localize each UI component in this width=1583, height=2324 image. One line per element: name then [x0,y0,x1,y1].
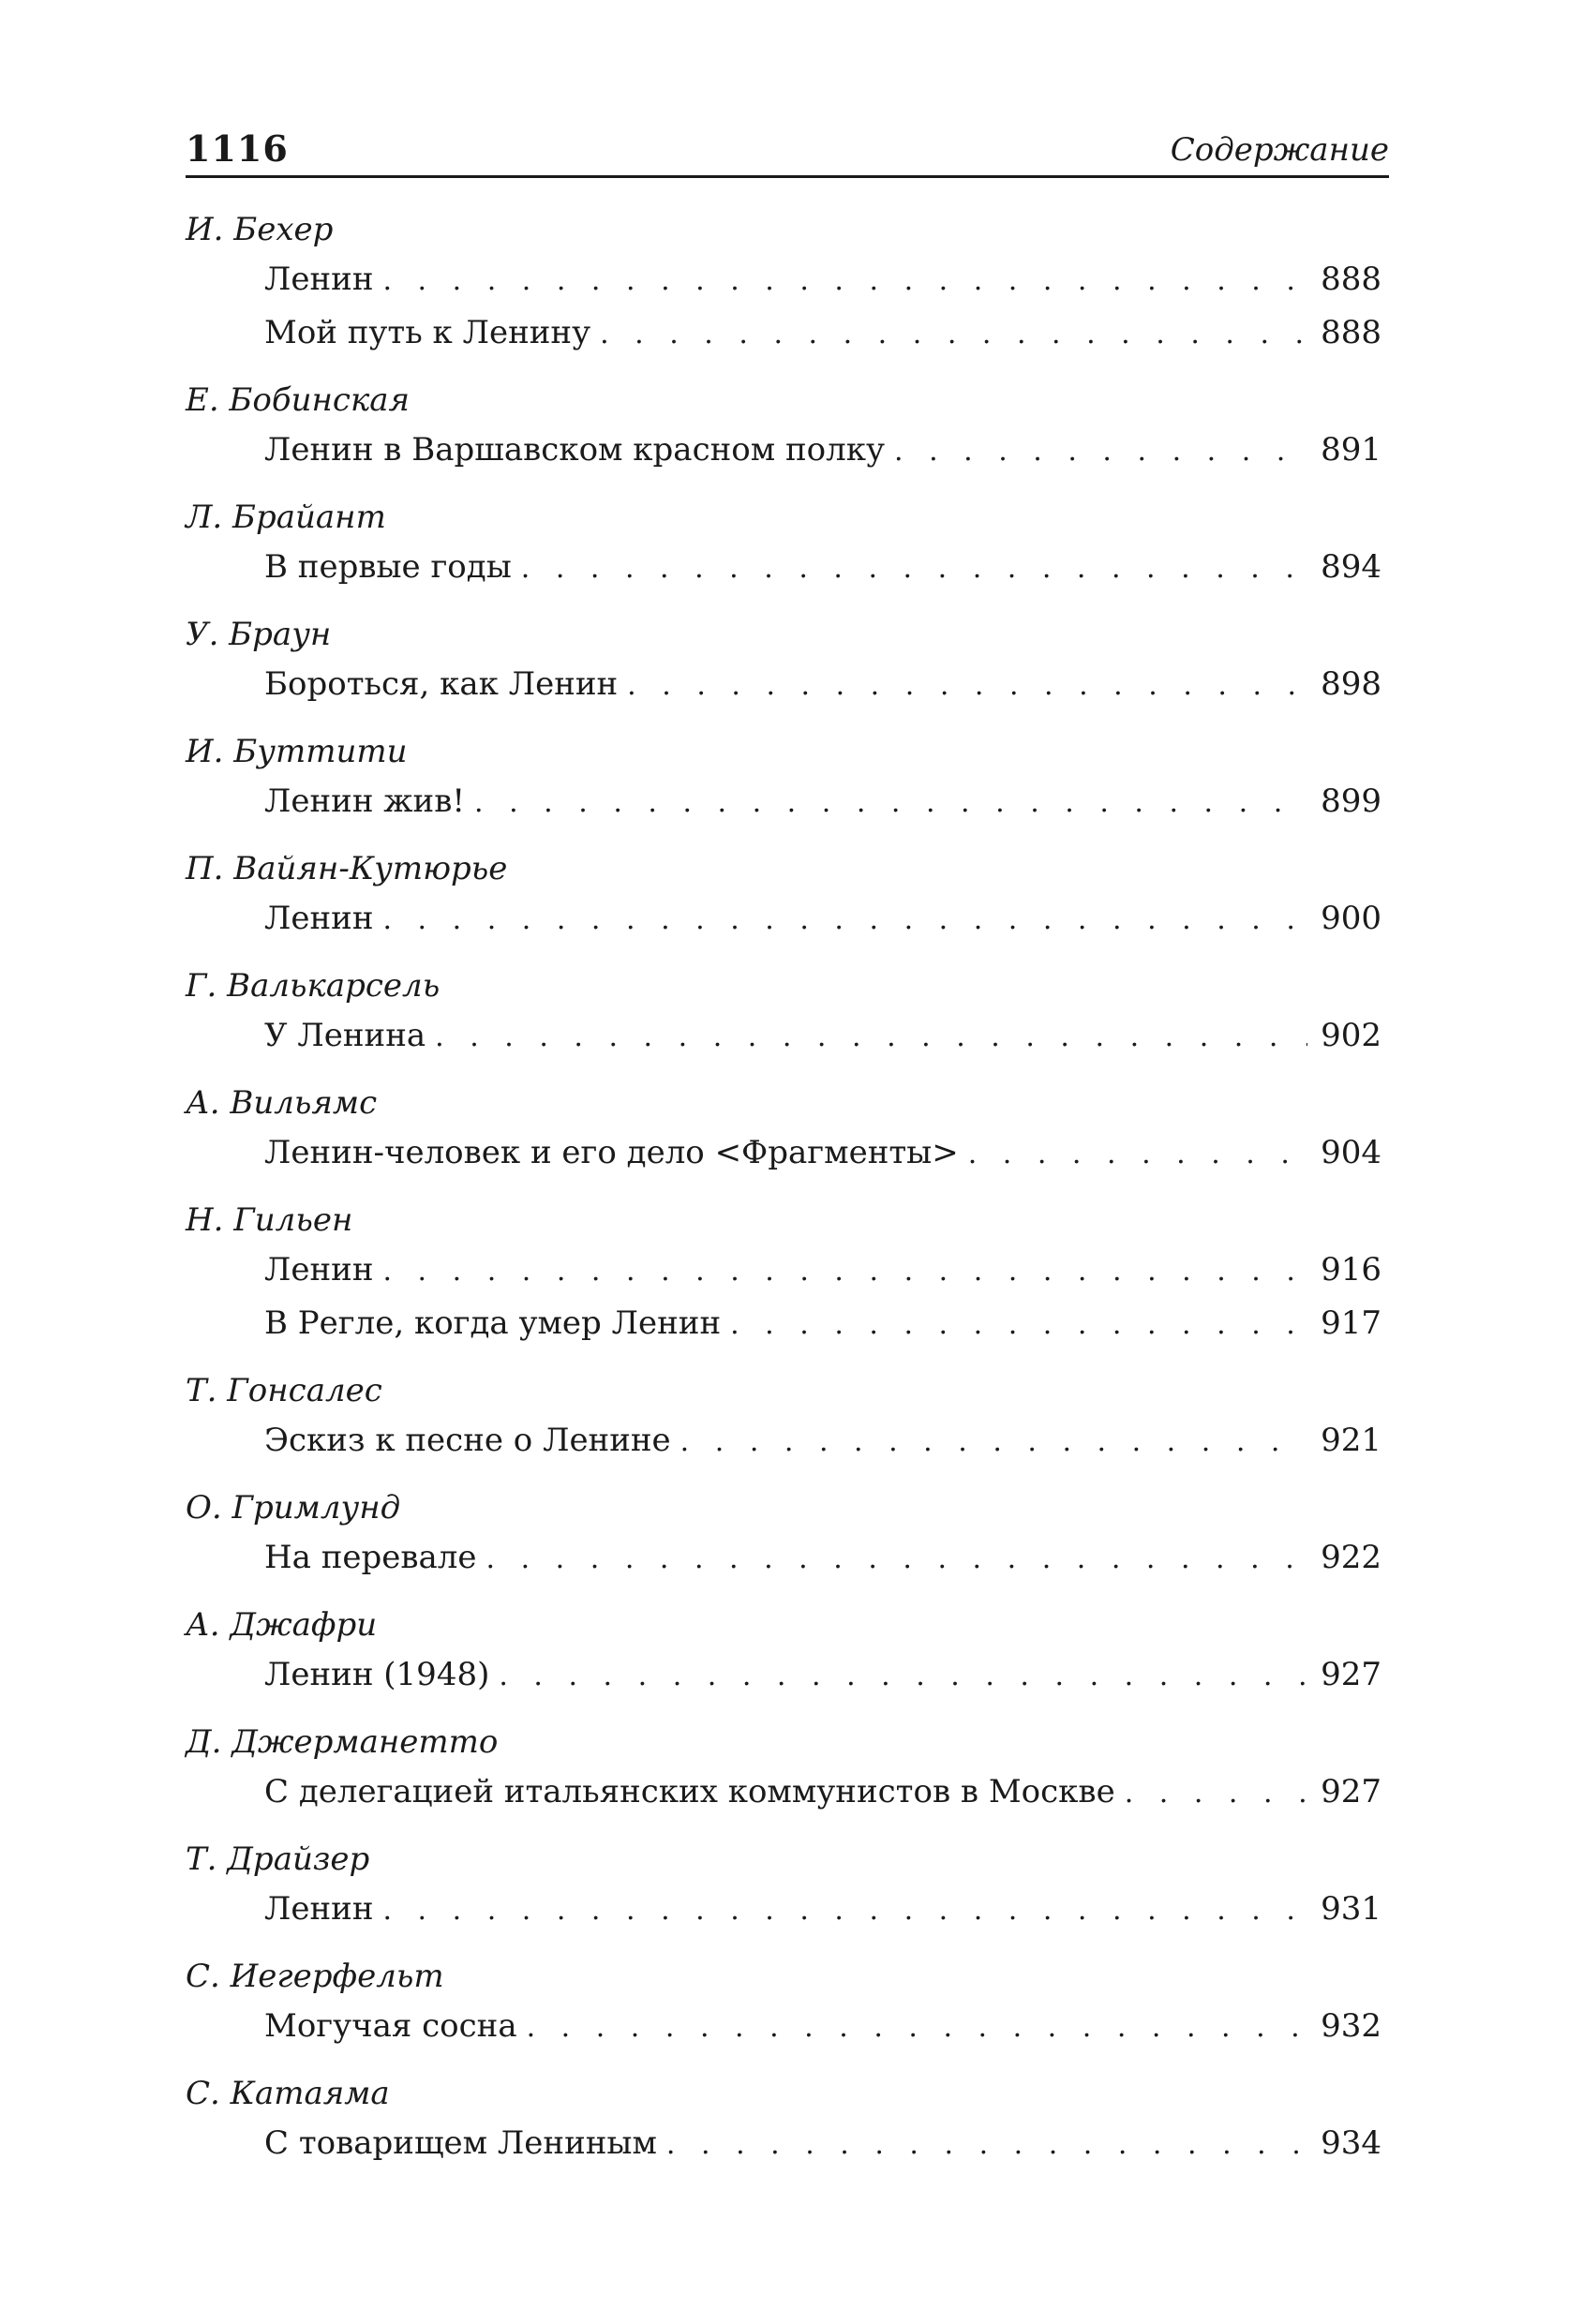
dot-leader [968,1127,1307,1180]
entry-page-number: 888 [1321,314,1381,351]
author-name: У. Браун [186,616,332,653]
entry-page-number: 931 [1321,1890,1381,1928]
entry-title: Ленин жив! [264,782,466,820]
author-block [186,1601,1389,1702]
dot-leader [1125,1766,1307,1819]
toc-entry [264,2117,1381,2170]
entry-page-number: 888 [1321,261,1381,298]
dot-leader [600,307,1307,360]
entry-title: Ленин (1948) [264,1656,490,1693]
author-name: А. Джафри [186,1606,378,1644]
author-name: Т. Гонсалес [186,1372,382,1409]
toc-entry [264,1648,1381,1702]
author-block [186,611,1389,711]
author-block [186,494,1389,594]
author-block [186,1953,1389,2053]
toc-entry [264,658,1381,711]
toc-entry [264,1883,1381,1936]
toc-entry [264,892,1381,946]
entry-title: В Регле, когда умер Ленин [264,1304,722,1342]
entry-page-number: 917 [1321,1304,1381,1342]
entry-title: Ленин-человек и его дело <Фрагменты> [264,1134,959,1171]
author-name: Г. Валькарсель [186,967,441,1005]
toc-entry [264,1414,1381,1467]
entry-page-number: 927 [1321,1773,1381,1810]
page-number: 1116 [186,127,289,170]
author-name: О. Гримлунд [186,1489,401,1527]
toc-entry [264,1126,1381,1180]
table-of-contents [186,206,1389,2187]
author-name: И. Буттити [186,733,408,770]
author-block [186,1367,1389,1467]
author-block [186,1484,1389,1585]
toc-entry [264,1297,1381,1350]
entry-title: Мой путь к Ленину [264,314,591,351]
entry-page-number: 921 [1321,1422,1381,1459]
author-name: Н. Гильен [186,1201,353,1239]
toc-entry [264,1244,1381,1297]
entry-title: Ленин [264,261,374,298]
dot-leader [894,425,1307,477]
entry-title: В первые годы [264,548,512,586]
entry-title: Эскиз к песне о Ленине [264,1422,671,1459]
dot-leader [474,776,1307,828]
toc-entry [264,541,1381,594]
author-name: Л. Брайант [186,499,386,536]
entry-page-number: 891 [1321,431,1381,469]
author-block [186,962,1389,1063]
dot-leader [499,1649,1307,1702]
author-name: Т. Драйзер [186,1840,370,1878]
running-title: Содержание [1170,131,1389,169]
entry-page-number: 932 [1321,2007,1381,2045]
dot-leader [382,254,1307,306]
dot-leader [435,1010,1307,1063]
entry-title: На перевале [264,1539,477,1576]
entry-title: Ленин [264,900,374,937]
author-block [186,377,1389,477]
author-block [186,845,1389,946]
dot-leader [382,1244,1307,1297]
dot-leader [382,893,1307,946]
page-header [186,122,1389,178]
dot-leader [527,2001,1308,2053]
author-block [186,1197,1389,1350]
entry-page-number: 899 [1321,782,1381,820]
author-name: Е. Бобинская [186,381,411,419]
dot-leader [730,1298,1307,1350]
entry-page-number: 898 [1321,665,1381,703]
entry-title: Бороться, как Ленин [264,665,619,703]
entry-page-number: 904 [1321,1134,1381,1171]
toc-entry [264,1531,1381,1585]
entry-page-number: 916 [1321,1251,1381,1289]
author-block [186,1719,1389,1819]
entry-page-number: 900 [1321,900,1381,937]
author-name: А. Вильямс [186,1084,378,1122]
author-name: Д. Джерманетто [186,1723,499,1761]
author-block [186,206,1389,360]
author-name: П. Вайян-Кутюрье [186,850,508,887]
toc-entry [264,2000,1381,2053]
toc-entry [264,306,1381,360]
entry-page-number: 894 [1321,548,1381,586]
toc-entry [264,424,1381,477]
toc-entry [264,1765,1381,1819]
dot-leader [666,2118,1307,2170]
author-block [186,1836,1389,1936]
entry-page-number: 934 [1321,2124,1381,2162]
dot-leader [486,1532,1308,1585]
author-name: И. Бехер [186,211,334,248]
entry-title: У Ленина [264,1017,426,1054]
toc-entry [264,1009,1381,1063]
dot-leader [382,1884,1307,1936]
author-block [186,2070,1389,2170]
entry-title: С делегацией итальянских коммунистов в Москве [264,1773,1115,1810]
entry-title: Ленин [264,1251,374,1289]
entry-page-number: 927 [1321,1656,1381,1693]
author-name: С. Иегерфельт [186,1958,444,1995]
toc-entry [264,775,1381,828]
entry-title: Могучая сосна [264,2007,517,2045]
entry-title: С товарищем Лениным [264,2124,657,2162]
dot-leader [680,1415,1307,1467]
entry-page-number: 922 [1321,1539,1381,1576]
entry-title: Ленин в Варшавском красном полку [264,431,885,469]
dot-leader [521,542,1307,594]
author-block [186,728,1389,828]
author-name: С. Катаяма [186,2075,390,2112]
author-block [186,1080,1389,1180]
entry-title: Ленин [264,1890,374,1928]
dot-leader [627,659,1307,711]
toc-entry [264,253,1381,306]
entry-page-number: 902 [1321,1017,1381,1054]
